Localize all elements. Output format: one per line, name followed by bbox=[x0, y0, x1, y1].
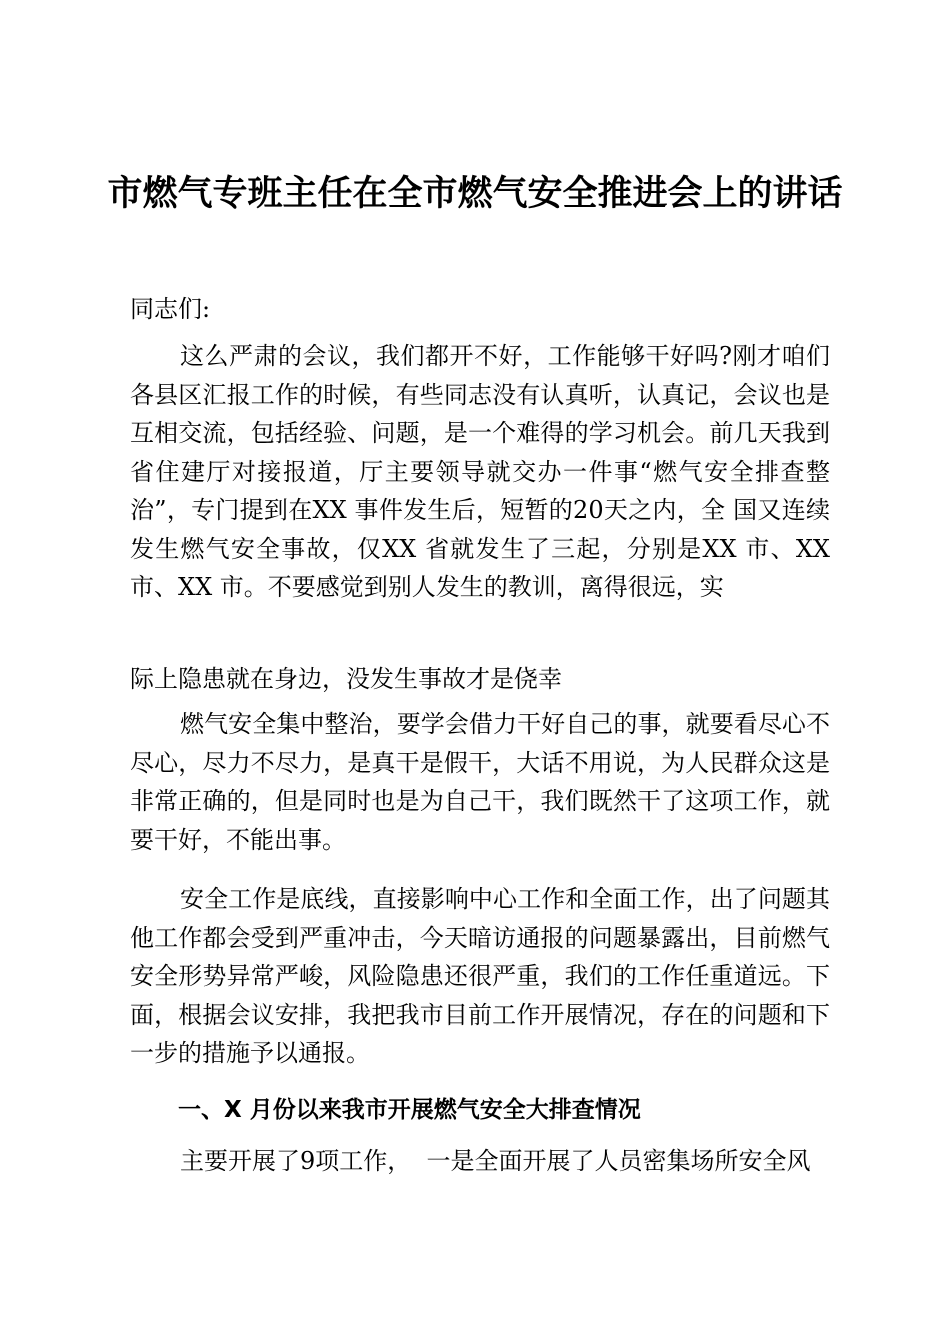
paragraph-1-continuation: 际上隐患就在身边，没发生事故才是侥幸 bbox=[130, 665, 562, 693]
paragraph-4-first-line: 主要开展了9项工作， 一是全面开展了人员密集场所安全风 bbox=[180, 1147, 811, 1175]
document-title: 市燃气专班主任在全市燃气安全推进会上的讲话 bbox=[107, 174, 843, 214]
paragraph-2: 燃气安全集中整治，要学会借力干好自己的事，就要看尽心不尽心，尽力不尽力，是真干是假干，大话不用说，为人民群众这是非常正确的，但是同时也是为自己干，我们既然干了这项工作，就要干好，不能出事。 bbox=[130, 710, 830, 854]
section-heading: 一、X 月份以来我市开展燃气安全大排查情况 bbox=[178, 1097, 641, 1123]
paragraph-1: 这么严肃的会议，我们都开不好，工作能够干好吗?刚才咱们各县区汇报工作的时候，有些同志没有认真听，认真记，会议也是互相交流，包括经验、问题，是一个难得的学习机会。前几天我到省住建厅对接报道，厅主要领导就交办一件事“燃气安全排查整治”，专门提到在XX 事件发生后，短暂的20天之内，全 国又连续发生燃气安全事故，仅XX 省就发生了三起，分别是XX 市、XX 市、XX 市。不要感觉到别人发生的教训，离得很远，实 bbox=[130, 342, 830, 601]
salutation: 同志们: bbox=[130, 295, 211, 323]
paragraph-3: 安全工作是底线，直接影响中心工作和全面工作，出了问题其他工作都会受到严重冲击，今天暗访通报的问题暴露出，目前燃气安全形势异常严峻，风险隐患还很严重，我们的工作任重道远。下面，根据会议安排，我把我市目前工作开展情况，存在的问题和下一步的措施予以通报。 bbox=[130, 885, 830, 1067]
